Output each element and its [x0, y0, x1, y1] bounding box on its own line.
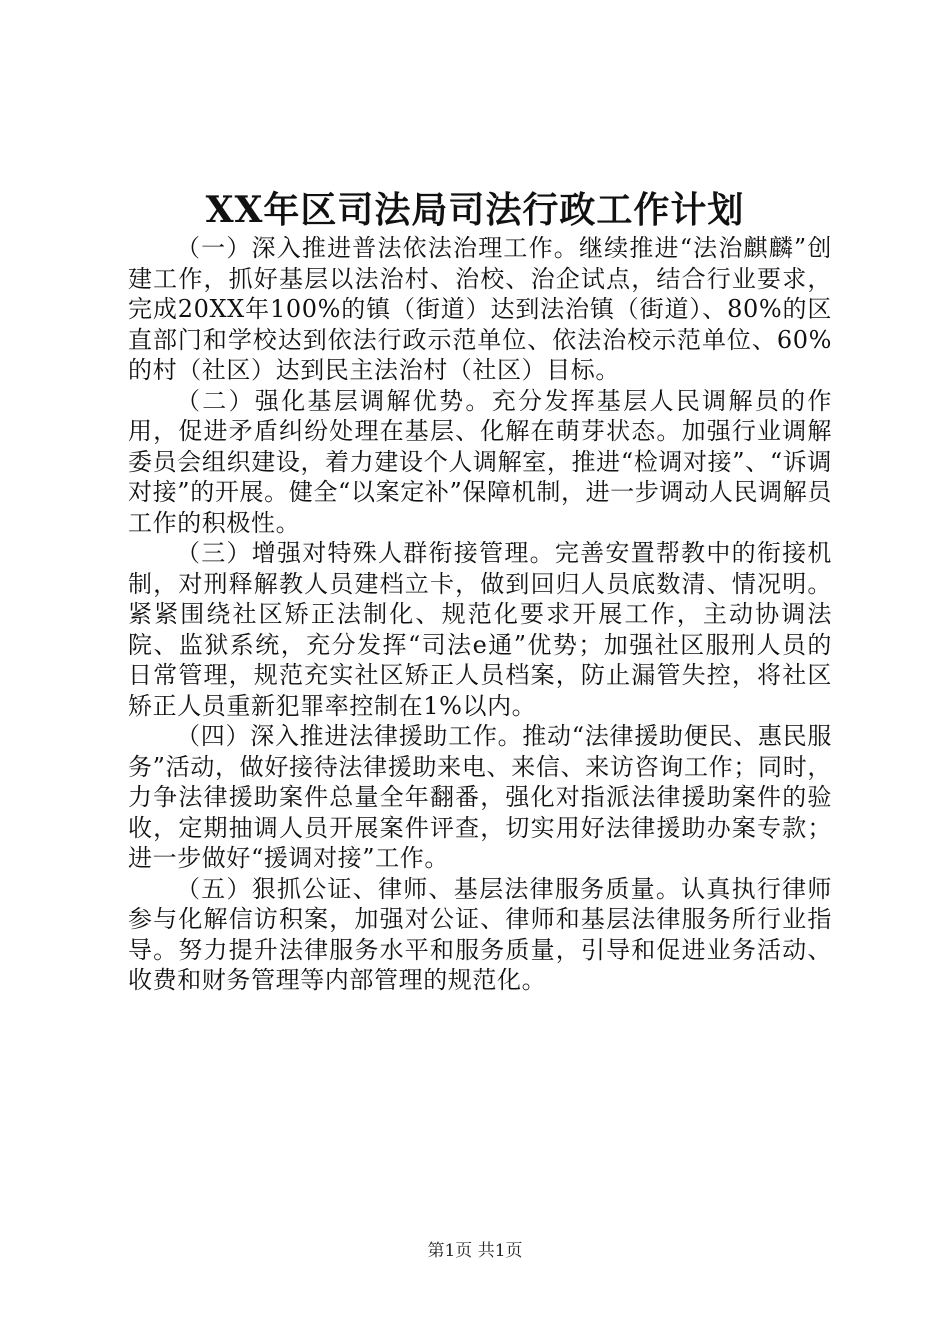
paragraph-3: （三）增强对特殊人群衔接管理。完善安置帮教中的衔接机制，对刑释解教人员建档立卡，做到回归人员底数清、情况明。紧紧围绕社区矫正法制化、规范化要求开展工作，主动协调法院、监狱系统，充分发挥“司法e通”优势；加强社区服刑人员的日常管理，规范充实社区矫正人员档案，防止漏管失控，将社区矫正人员重新犯罪率控制在1%以内。: [128, 539, 832, 720]
paragraph-2: （二）强化基层调解优势。充分发挥基层人民调解员的作用，促进矛盾纠纷处理在基层、化解在萌芽状态。加强行业调解委员会组织建设，着力建设个人调解室，推进“检调对接”、“诉调对接”的开展。健全“以案定补”保障机制，进一步调动人民调解员工作的积极性。: [128, 386, 832, 537]
page-number-footer: 第1页 共1页: [427, 1241, 523, 1261]
document-body: [128, 233, 832, 996]
paragraph-4: （四）深入推进法律援助工作。推动“法律援助便民、惠民服务”活动，做好接待法律援助来电、来信、来访咨询工作；同时，力争法律援助案件总量全年翻番，强化对指派法律援助案件的验收，定期抽调人员开展案件评查，切实用好法律援助办案专款；进一步做好“援调对接”工作。: [128, 722, 832, 872]
paragraph-5: （五）狠抓公证、律师、基层法律服务质量。认真执行律师参与化解信访积案，加强对公证、律师和基层法律服务所行业指导。努力提升法律服务水平和服务质量，引导和促进业务活动、收费和财务管理等内部管理的规范化。: [128, 874, 832, 994]
paragraph-1: （一）深入推进普法依法治理工作。继续推进“法治麒麟”创建工作，抓好基层以法治村、治校、治企试点，结合行业要求，完成20XX年100%的镇（街道）达到法治镇（街道）、80%的区直部门和学校达到依法行政示范单位、依法治校示范单位、60%的村（社区）达到民主法治村（社区）目标。: [128, 234, 832, 384]
document-title: XX年区司法局司法行政工作计划: [205, 189, 745, 231]
